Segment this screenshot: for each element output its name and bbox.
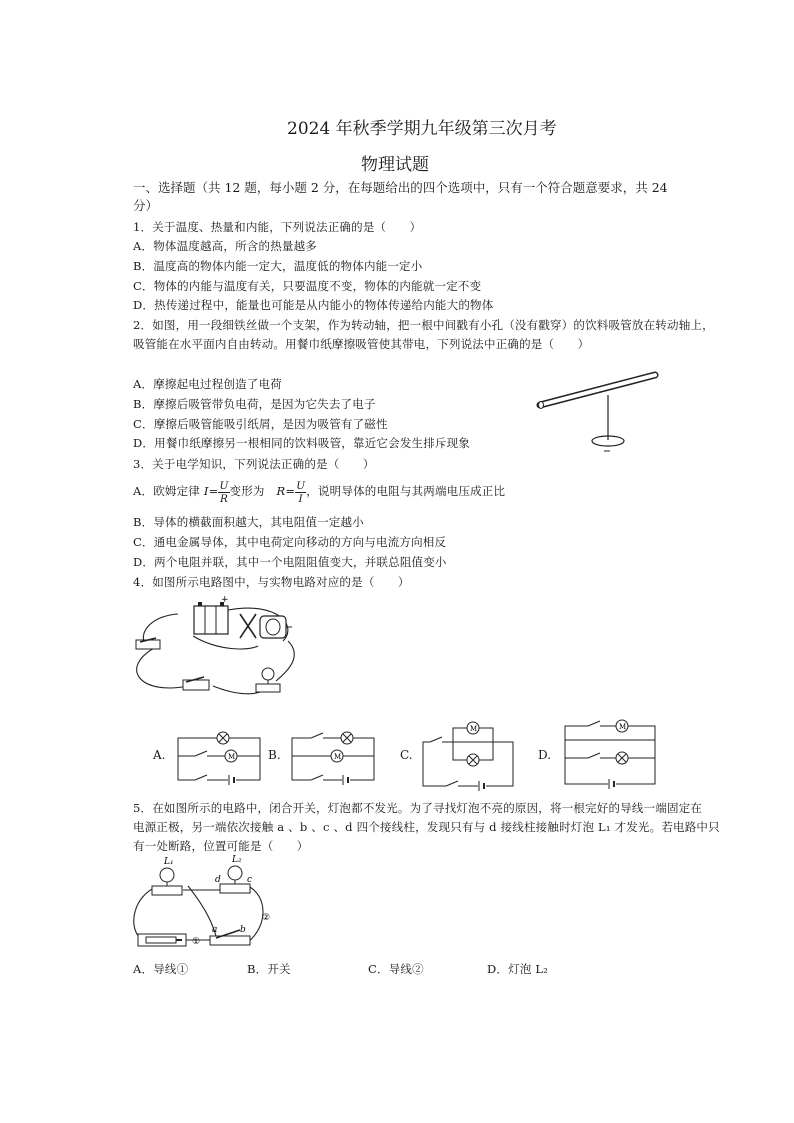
q5-stem-line2: 电源正极，另一端依次接触 a 、b 、c 、d 四个接线柱，发现只有与 d 接线柱接触时灯泡 L₁ 才发光。若电路中只: [133, 820, 720, 834]
q2-option-a: A．摩擦起电过程创造了电荷: [133, 377, 282, 391]
q4-physical-circuit: [128, 596, 308, 708]
label-b: b: [240, 925, 246, 935]
q5-option-d: D．灯泡 L₂: [487, 962, 549, 976]
switch-icon: [136, 638, 160, 649]
battery-icon: [608, 779, 616, 789]
battery-icon: [342, 775, 350, 785]
q2-option-d: D．用餐巾纸摩擦另一根相同的饮料吸管，靠近它会发生排斥现象: [133, 436, 471, 450]
battery-icon: [194, 602, 228, 634]
motor-label: M: [470, 725, 478, 733]
q3-option-c: C．通电金属导体，其中电荷定向移动的方向与电流方向相反: [133, 535, 447, 549]
q5-circuit-figure: [128, 856, 278, 952]
switch-icon: [183, 677, 209, 690]
q4-option-b-label: B.: [268, 748, 281, 762]
motor-label: M: [619, 723, 627, 731]
q1-option-b: B．温度高的物体内能一定大，温度低的物体内能一定小: [133, 259, 423, 273]
straw-stand-figure: [530, 365, 670, 455]
lamp-icon: [616, 752, 628, 764]
switch-icon: [446, 781, 458, 790]
q2-option-b: B．摩擦后吸管带负电荷，是因为它失去了电子: [133, 397, 376, 411]
label-d: d: [215, 875, 221, 885]
bulb-icon: [152, 868, 182, 895]
q4-option-a-label: A.: [153, 748, 166, 762]
motor-label: M: [228, 753, 236, 761]
q3-option-d: D．两个电阻并联，其中一个电阻阻值变大，并联总阻值变小: [133, 555, 447, 569]
q4-circuit-a: [173, 718, 265, 786]
formula1-num: U: [219, 479, 229, 492]
section-heading-line2: 分）: [133, 198, 159, 213]
q5-stem-line1: 5．在如图所示的电路中，闭合开关，灯泡都不发光。为了寻找灯泡不亮的原因，将一根完好的导线一端固定在: [133, 801, 703, 815]
lamp-icon: [467, 754, 479, 766]
battery-icon: [478, 781, 486, 791]
q1-option-a: A．物体温度越高，所含的热量越多: [133, 239, 318, 253]
label-wire2: ②: [262, 913, 271, 923]
label-a: a: [212, 925, 218, 935]
label-L1: L₁: [164, 857, 174, 867]
q4-stem: 4．如图所示电路图中，与实物电路对应的是（ ）: [133, 575, 410, 589]
battery-plus-sign: +: [221, 595, 229, 605]
bulb-icon: [220, 866, 253, 893]
q5-option-a: A．导线①: [133, 962, 189, 976]
q4-circuit-c: [418, 716, 518, 792]
q2-stem-line1: 2．如图，用一段细铁丝做一个支架，作为转动轴，把一根中间戳有小孔（没有戳穿）的饮料吸管放在转动轴上，: [133, 318, 714, 332]
exam-title: 2024 年秋季学期九年级第三次月考: [287, 119, 557, 139]
q5-stem-line3: 有一处断路，位置可能是（ ）: [133, 839, 309, 853]
q3-stem: 3．关于电学知识，下列说法正确的是（ ）: [133, 457, 375, 471]
q2-option-c: C．摩擦后吸管能吸引纸屑，是因为吸管有了磁性: [133, 417, 388, 431]
q1-option-c: C．物体的内能与温度有关，只要温度不变，物体的内能就一定不变: [133, 279, 482, 293]
q1-option-d: D．热传递过程中，能量也可能是从内能小的物体传递给内能大的物体: [133, 298, 494, 312]
q4-option-d-label: D.: [538, 748, 552, 762]
q5-option-c: C．导线②: [368, 962, 424, 976]
q3-option-a-prefix: A．欧姆定律: [133, 484, 201, 498]
switch-icon: [311, 733, 323, 742]
q4-option-c-label: C.: [400, 748, 413, 762]
formula1-fraction: [218, 480, 229, 505]
battery-icon: [138, 934, 186, 946]
lamp-icon: [341, 732, 353, 744]
motor-icon: [240, 614, 292, 638]
formula2-den: I: [298, 492, 303, 505]
switch-icon: [588, 753, 600, 762]
q3-option-a-mid: 变形为: [229, 484, 265, 498]
switch-icon: [430, 737, 442, 746]
formula1-den: R: [219, 492, 229, 505]
switch-icon: [195, 775, 207, 784]
formula2-fraction: [295, 480, 306, 505]
q3-option-a-suffix: ，说明导体的电阻与其两端电压成正比: [306, 484, 506, 498]
motor-label: M: [334, 753, 342, 761]
q2-stem-line2: 吸管能在水平面内自由转动。用餐巾纸摩擦吸管使其带电，下列说法中正确的是（ ）: [133, 337, 590, 351]
lamp-icon: [217, 732, 229, 744]
q5-option-b: B．开关: [247, 962, 291, 976]
exam-subtitle: 物理试题: [361, 155, 429, 175]
switch-icon: [588, 721, 600, 730]
formula2-num: U: [296, 479, 306, 492]
q3-option-b: B．导体的横截面积越大，其电阻值一定越小: [133, 515, 364, 529]
label-L2: L₂: [232, 855, 242, 865]
q4-circuit-b: [287, 718, 379, 786]
q4-circuit-d: [560, 714, 660, 790]
q3-option-a: [133, 478, 505, 505]
battery-icon: [228, 775, 236, 785]
label-wire1: ①: [192, 937, 201, 947]
switch-icon: [195, 751, 207, 760]
label-c: c: [247, 875, 253, 885]
straw-icon: [539, 375, 656, 409]
formula2-lhs: R=: [276, 484, 296, 498]
section-heading-line1: 一、选择题（共 12 题，每小题 2 分，在每题给出的四个选项中，只有一个符合题意要求，共 24: [133, 180, 668, 195]
switch-icon: [311, 775, 323, 784]
formula1-lhs: I=: [203, 484, 219, 498]
q1-stem: 1．关于温度、热量和内能，下列说法正确的是（ ）: [133, 220, 422, 234]
